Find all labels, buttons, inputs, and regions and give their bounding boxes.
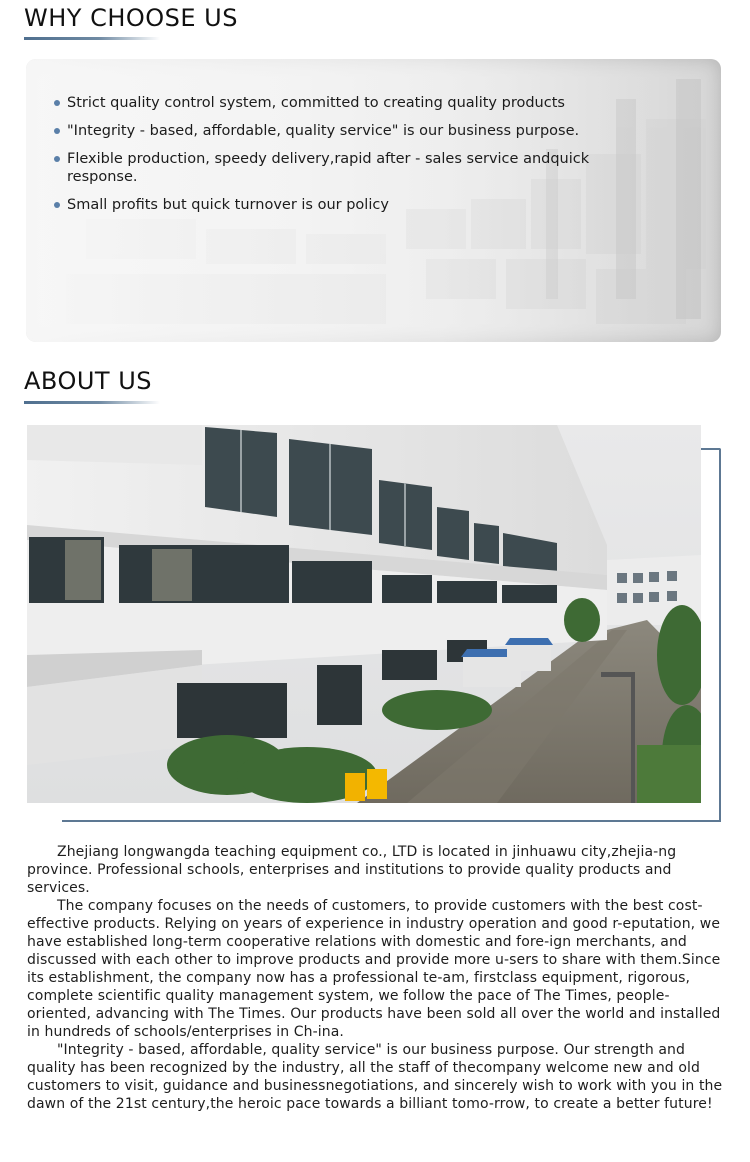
- bullet-icon: [54, 202, 60, 208]
- about-title-underline: [24, 401, 160, 404]
- why-choose-us-title: WHY CHOOSE US: [24, 4, 238, 32]
- why-choose-us-list: [54, 94, 654, 224]
- factory-building-photo: [27, 425, 701, 803]
- list-item: [54, 196, 654, 214]
- list-item: [54, 150, 654, 186]
- why-title-underline: [24, 37, 160, 40]
- about-us-title: ABOUT US: [24, 367, 153, 395]
- about-us-body: [27, 843, 727, 1113]
- list-item-text: "Integrity - based, affordable, quality service" is our business purpose.: [67, 123, 580, 139]
- about-paragraph: "Integrity - based, affordable, quality service" is our business purpose. Our strength and quality has been recognized by the industry, all the staff of thecompany welcome new and old customers to visit, guidance and businessnegotiations, and sincerely wish to work with you in the dawn of the 21st century,the heroic pace towards a billiant tomo-rrow, to create a better future!: [27, 1042, 723, 1112]
- bullet-icon: [54, 156, 60, 162]
- about-paragraph: The company focuses on the needs of customers, to provide customers with the best cost-effective products. Relying on years of experience in industry operation and good r-eputation, we have established long-term cooperative relations with domestic and fore-ign merchants, and discussed with each other to improve products and provide more u-sers to share with them.Since its establishment, the company now has a professional te-am, firstclass equipment, rigorous, complete scientific quality management system, we follow the pace of The Times, people-oriented, advancing with The Times. Our products have been sold all over the world and installed in hundreds of schools/enterprises in Ch-ina.: [27, 898, 721, 1040]
- list-item-text: Small profits but quick turnover is our policy: [67, 197, 389, 213]
- bullet-icon: [54, 128, 60, 134]
- list-item: [54, 94, 654, 112]
- list-item-text: Strict quality control system, committed to creating quality products: [67, 95, 565, 111]
- bullet-icon: [54, 100, 60, 106]
- why-choose-us-panel: [26, 59, 721, 342]
- about-paragraph: Zhejiang longwangda teaching equipment co., LTD is located in jinhuawu city,zhejia-ng province. Professional schools, enterprises and institutions to provide quality products and services.: [27, 844, 677, 896]
- list-item-text: Flexible production, speedy delivery,rapid after - sales service andquick response.: [67, 151, 590, 185]
- list-item: [54, 122, 654, 140]
- factory-building-illustration: [27, 425, 701, 803]
